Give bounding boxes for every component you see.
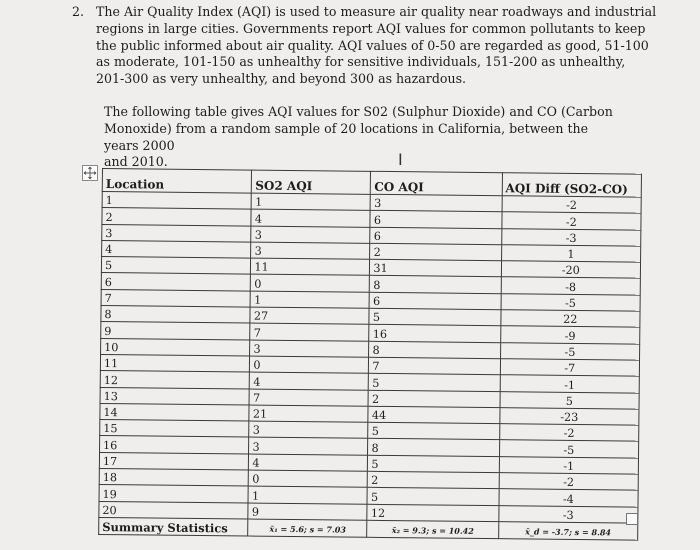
cell-aqi-diff: 22 — [501, 310, 641, 328]
cell-aqi-diff: -5 — [500, 342, 640, 360]
question-line: as moderate, 101-150 as unhealthy for sensitive individuals, 151-200 as unhealthy, — [96, 54, 626, 70]
cell-co-aqi: 8 — [368, 439, 499, 457]
text-cursor-icon: I — [398, 150, 403, 169]
cell-co-aqi: 2 — [368, 390, 499, 408]
cell-location: 3 — [102, 224, 252, 242]
cell-co-aqi: 12 — [367, 504, 498, 522]
cell-aqi-diff: -5 — [501, 293, 641, 311]
cell-aqi-diff: 5 — [500, 391, 640, 409]
cell-location: 14 — [100, 403, 250, 421]
cell-location: 2 — [102, 208, 252, 226]
cell-so2-aqi: 3 — [249, 421, 368, 439]
cell-aqi-diff: -4 — [499, 489, 639, 507]
cell-co-aqi: 8 — [369, 341, 500, 359]
cell-co-aqi: 3 — [371, 194, 502, 212]
question-line: 201-300 as very unhealthy, and beyond 300 as hazardous. — [96, 71, 467, 87]
question-line: the public informed about air quality. AQI values of 0-50 are regarded as good, 51-100 — [96, 37, 649, 53]
cell-so2-aqi: 9 — [248, 503, 367, 521]
cell-co-aqi: 5 — [368, 455, 499, 473]
cell-location: 17 — [99, 452, 249, 470]
cell-location: 4 — [102, 240, 252, 258]
cell-location: 12 — [100, 371, 250, 389]
table-body — [99, 192, 641, 524]
question-number: 2. — [72, 4, 85, 19]
summary-co: x̄₂ = 9.3; s = 10.42 — [367, 520, 498, 538]
cell-location: 15 — [100, 420, 250, 438]
cell-co-aqi: 31 — [370, 259, 501, 277]
cell-so2-aqi: 4 — [251, 209, 370, 227]
question-text — [96, 4, 671, 88]
cell-aqi-diff: -23 — [499, 408, 639, 426]
question-line: regions in large cities. Governments report AQI values for common pollutants to keep — [96, 20, 646, 36]
cell-so2-aqi: 1 — [252, 193, 371, 211]
cell-aqi-diff: -9 — [500, 326, 640, 344]
cell-aqi-diff: -2 — [499, 473, 639, 491]
header-aqi-diff: AQI Diff (SO2-CO) — [502, 173, 642, 197]
intro-line: and 2010. — [104, 154, 168, 170]
cell-location: 10 — [101, 338, 251, 356]
cell-co-aqi: 6 — [370, 211, 501, 229]
cell-aqi-diff: -7 — [500, 359, 640, 377]
cell-so2-aqi: 3 — [250, 340, 369, 358]
cell-so2-aqi: 1 — [248, 486, 367, 504]
cell-co-aqi: 8 — [370, 276, 501, 294]
cell-co-aqi: 2 — [368, 471, 499, 489]
summary-label: Summary Statistics — [99, 517, 249, 536]
intro-line: The following table gives AQI values for S02 (Sulphur Dioxide) and CO (Carbon — [104, 104, 613, 119]
cell-co-aqi: 5 — [369, 374, 500, 392]
cell-so2-aqi: 3 — [249, 438, 368, 456]
intro-line: Monoxide) from a random sample of 20 locations in California, between the years 2000 — [104, 120, 589, 153]
cell-location: 7 — [101, 289, 251, 307]
header-co-aqi: CO AQI — [371, 171, 502, 195]
cell-co-aqi: 16 — [369, 325, 500, 343]
cell-location: 18 — [99, 469, 249, 487]
cell-aqi-diff: -2 — [499, 424, 639, 442]
cell-so2-aqi: 0 — [250, 356, 369, 374]
cell-so2-aqi: 0 — [251, 275, 370, 293]
cell-so2-aqi: 0 — [249, 470, 368, 488]
cell-co-aqi: 5 — [368, 422, 499, 440]
table-move-handle-icon[interactable] — [82, 165, 98, 181]
cell-location: 9 — [101, 322, 251, 340]
cell-location: 6 — [101, 273, 251, 291]
cell-co-aqi: 44 — [368, 406, 499, 424]
cell-location: 16 — [100, 436, 250, 454]
cell-so2-aqi: 1 — [251, 291, 370, 309]
cell-so2-aqi: 21 — [249, 405, 368, 423]
cell-aqi-diff: -2 — [502, 196, 642, 214]
cell-so2-aqi: 3 — [251, 242, 370, 260]
cell-aqi-diff: -2 — [502, 212, 642, 230]
cell-co-aqi: 6 — [370, 292, 501, 310]
cell-aqi-diff: -20 — [501, 261, 641, 279]
header-so2-aqi: SO2 AQI — [252, 170, 371, 194]
cell-aqi-diff: -3 — [498, 505, 638, 523]
cell-location: 8 — [101, 306, 251, 324]
cell-location: 13 — [100, 387, 250, 405]
cell-aqi-diff: -1 — [499, 456, 639, 474]
cell-aqi-diff: -3 — [501, 228, 641, 246]
cell-location: 20 — [99, 501, 249, 519]
question-line: The Air Quality Index (AQI) is used to measure air quality near roadways and industrial — [96, 4, 657, 19]
cell-aqi-diff: -8 — [501, 277, 641, 295]
cell-aqi-diff: -1 — [500, 375, 640, 393]
cell-so2-aqi: 3 — [251, 226, 370, 244]
cell-location: 19 — [99, 485, 249, 503]
header-location: Location — [102, 169, 252, 194]
summary-diff: x̄_d = -3.7; s = 8.84 — [498, 522, 638, 540]
cell-location: 1 — [102, 192, 252, 210]
cell-so2-aqi: 11 — [251, 258, 370, 276]
aqi-table — [98, 168, 642, 541]
cell-so2-aqi: 4 — [249, 454, 368, 472]
cell-co-aqi: 5 — [369, 308, 500, 326]
cell-aqi-diff: -5 — [499, 440, 639, 458]
cell-so2-aqi: 27 — [250, 307, 369, 325]
cell-co-aqi: 6 — [370, 227, 501, 245]
cell-so2-aqi: 4 — [250, 372, 369, 390]
cell-co-aqi: 2 — [370, 243, 501, 261]
cell-so2-aqi: 7 — [250, 323, 369, 341]
table-resize-handle[interactable] — [626, 513, 638, 525]
cell-aqi-diff: 1 — [501, 245, 641, 263]
table-intro — [104, 104, 624, 171]
cell-co-aqi: 7 — [369, 357, 500, 375]
summary-so2: x̄₁ = 5.6; s = 7.03 — [248, 519, 367, 537]
cell-co-aqi: 5 — [367, 488, 498, 506]
cell-location: 5 — [101, 257, 251, 275]
cell-location: 11 — [100, 354, 250, 372]
cell-so2-aqi: 7 — [250, 389, 369, 407]
